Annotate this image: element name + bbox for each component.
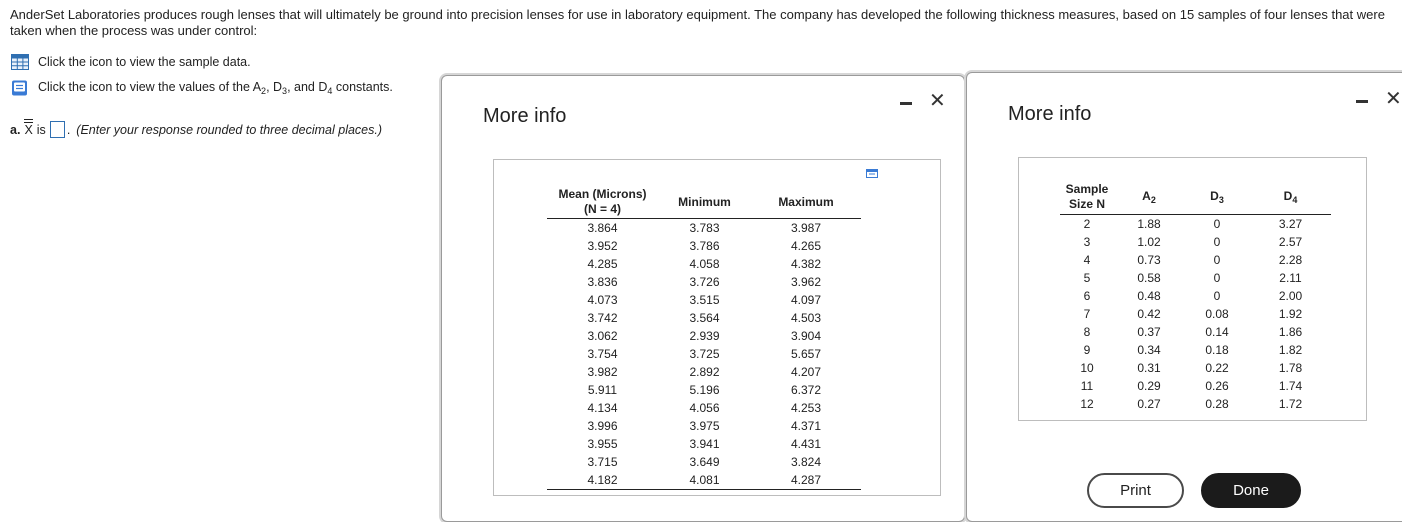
- table-cell: 4.287: [790, 473, 822, 487]
- table-cell: 0: [1213, 217, 1221, 231]
- close-icon[interactable]: ✕: [1385, 88, 1402, 110]
- minimize-icon[interactable]: [900, 102, 912, 105]
- table-cell: 2.11: [1279, 271, 1302, 285]
- table-cell: 0.26: [1205, 379, 1229, 393]
- table-cell: 0.28: [1205, 397, 1229, 411]
- table-row: [547, 237, 861, 255]
- table-cell: 6: [1083, 289, 1091, 303]
- table-cell: 3.725: [689, 347, 720, 361]
- table-cell: 3.726: [689, 275, 720, 289]
- table-cell: 1.92: [1278, 307, 1303, 321]
- copy-icon[interactable]: [866, 168, 878, 183]
- table-row: [547, 219, 861, 238]
- sample-data-table: [547, 186, 861, 490]
- sample-data-dialog: [441, 75, 965, 522]
- table-cell: 1.74: [1278, 379, 1303, 393]
- table-cell: 1.82: [1278, 343, 1303, 357]
- table-cell: 4.207: [790, 365, 822, 379]
- table-cell: 12: [1080, 397, 1094, 411]
- table-cell: 0.42: [1137, 307, 1161, 321]
- table-row: [547, 309, 861, 327]
- table-cell: 4.097: [790, 293, 822, 307]
- close-icon[interactable]: ✕: [929, 90, 946, 112]
- col-header-a2: $A_2$: [1142, 189, 1156, 205]
- table-cell: 5: [1083, 271, 1091, 285]
- table-cell: 0.08: [1205, 307, 1229, 321]
- table-row: [1060, 377, 1331, 395]
- table-cell: 11: [1080, 379, 1094, 393]
- col-header-sample-size: Sample Size N: [1065, 182, 1109, 211]
- constants-frame: [1018, 157, 1367, 421]
- table-cell: 2: [1083, 217, 1091, 231]
- table-cell: 4.081: [689, 473, 720, 487]
- table-cell: 4.134: [587, 401, 618, 415]
- done-button[interactable]: Done: [1201, 473, 1301, 508]
- table-cell: 0: [1213, 235, 1221, 249]
- book-icon[interactable]: [10, 79, 30, 97]
- table-row: [1060, 215, 1331, 234]
- col-header-d4: $D_4$: [1283, 189, 1298, 205]
- table-cell: 3.824: [790, 455, 822, 469]
- answer-period: .: [66, 122, 71, 137]
- table-cell: 3.952: [587, 239, 618, 253]
- table-cell: 5.196: [689, 383, 720, 397]
- table-row: [547, 291, 861, 309]
- table-row: [547, 273, 861, 291]
- minimize-icon[interactable]: [1356, 100, 1368, 103]
- table-cell: 3.742: [587, 311, 618, 325]
- col-header-mean: Mean (Microns) (N = 4): [558, 187, 647, 216]
- table-cell: 3.786: [689, 239, 720, 253]
- answer-input[interactable]: [50, 121, 65, 138]
- table-cell: 3.649: [689, 455, 720, 469]
- sample-data-hint-text: Click the icon to view the sample data.: [38, 55, 251, 69]
- question-is-text: is: [36, 122, 46, 137]
- sample-data-hint[interactable]: [10, 53, 251, 71]
- table-cell: 3.783: [689, 221, 720, 235]
- table-cell: 3.864: [587, 221, 618, 235]
- table-cell: 2.00: [1278, 289, 1303, 303]
- table-cell: 0.22: [1205, 361, 1229, 375]
- table-row: [1060, 251, 1331, 269]
- table-row: [547, 345, 861, 363]
- table-cell: 0.48: [1137, 289, 1161, 303]
- table-cell: 0.37: [1137, 325, 1161, 339]
- table-cell: 0.27: [1137, 397, 1161, 411]
- table-cell: 7: [1083, 307, 1091, 321]
- question-instruction: (Enter your response rounded to three decimal places.): [76, 122, 383, 137]
- table-cell: 10: [1080, 361, 1094, 375]
- problem-statement: AnderSet Laboratories produces rough lenses that will ultimately be ground into precision lenses for use in laboratory equipment. The company has developed the following thickness measures, based on 15 samples of four lenses that were taken when the process was under control:: [10, 7, 1385, 38]
- table-cell: 4.056: [689, 401, 720, 415]
- table-cell: 3: [1083, 235, 1091, 249]
- table-cell: 1.78: [1278, 361, 1303, 375]
- table-cell: 2.57: [1278, 235, 1303, 249]
- table-row: [1060, 233, 1331, 251]
- table-cell: 0.31: [1137, 361, 1161, 375]
- table-cell: 3.941: [689, 437, 720, 451]
- table-cell: 1.88: [1137, 217, 1161, 231]
- table-cell: 8: [1083, 325, 1091, 339]
- table-cell: 3.962: [790, 275, 822, 289]
- grid-table-icon[interactable]: [10, 53, 30, 71]
- table-row: [1060, 323, 1331, 341]
- table-cell: 4.253: [790, 401, 822, 415]
- table-row: [1060, 341, 1331, 359]
- table-cell: 4.182: [587, 473, 618, 487]
- table-row: [1060, 287, 1331, 305]
- table-cell: 3.987: [790, 221, 822, 235]
- table-cell: 2.892: [689, 365, 720, 379]
- x-double-bar-symbol: X: [24, 123, 32, 137]
- table-cell: 4.431: [790, 437, 822, 451]
- table-cell: 3.062: [587, 329, 618, 343]
- table-cell: 4.503: [790, 311, 822, 325]
- table-row: [547, 381, 861, 399]
- table-row: [547, 255, 861, 273]
- table-cell: 0: [1213, 253, 1221, 267]
- constants-hint-text: Click the icon to view the values of the $A_2$, $D_3$, and $D_4$ constants.: [38, 80, 393, 96]
- table-cell: 6.372: [790, 383, 822, 397]
- constants-table: [1060, 180, 1331, 413]
- table-cell: 1.72: [1278, 397, 1303, 411]
- table-cell: 4.382: [790, 257, 822, 271]
- col-header-minimum: Minimum: [678, 195, 731, 209]
- table-row: [1060, 305, 1331, 323]
- table-cell: 3.515: [689, 293, 720, 307]
- table-cell: 3.715: [587, 455, 618, 469]
- table-cell: 3.975: [689, 419, 720, 433]
- constants-hint[interactable]: [10, 79, 393, 97]
- table-row: [547, 471, 861, 490]
- table-cell: 0.18: [1205, 343, 1229, 357]
- table-cell: 4.058: [689, 257, 720, 271]
- table-cell: 1.86: [1278, 325, 1303, 339]
- constants-dialog: [966, 72, 1402, 522]
- table-row: [547, 363, 861, 381]
- col-header-d3: $D_3$: [1210, 189, 1224, 205]
- table-cell: 4: [1083, 253, 1091, 267]
- table-cell: 4.265: [790, 239, 822, 253]
- table-row: [547, 399, 861, 417]
- table-cell: 2.939: [689, 329, 720, 343]
- table-cell: 0.14: [1205, 325, 1229, 339]
- table-row: [547, 327, 861, 345]
- col-header-maximum: Maximum: [778, 195, 834, 209]
- table-cell: 3.836: [587, 275, 618, 289]
- question-label: a.: [10, 122, 21, 137]
- table-cell: 3.982: [587, 365, 618, 379]
- table-cell: 9: [1083, 343, 1091, 357]
- table-row: [1060, 359, 1331, 377]
- table-cell: 0: [1213, 271, 1221, 285]
- table-cell: 0.34: [1137, 343, 1161, 357]
- table-row: [547, 453, 861, 471]
- constants-body: [1060, 215, 1331, 414]
- table-cell: 5.911: [587, 383, 618, 397]
- table-cell: 3.955: [587, 437, 618, 451]
- table-row: [1060, 269, 1331, 287]
- table-row: [547, 417, 861, 435]
- table-cell: 0.73: [1137, 253, 1161, 267]
- question-a: [10, 121, 382, 138]
- table-cell: 3.564: [689, 311, 720, 325]
- table-row: [547, 435, 861, 453]
- table-cell: 2.28: [1278, 253, 1303, 267]
- print-button[interactable]: Print: [1087, 473, 1184, 508]
- sample-data-frame: [493, 159, 941, 496]
- table-cell: 4.285: [587, 257, 618, 271]
- table-cell: 4.371: [790, 419, 822, 433]
- dialog-title: More info: [1008, 103, 1092, 125]
- table-cell: 0.29: [1137, 379, 1161, 393]
- sample-data-body: [547, 219, 861, 490]
- table-cell: 3.996: [587, 419, 618, 433]
- table-cell: 0.58: [1137, 271, 1161, 285]
- table-row: [1060, 395, 1331, 413]
- table-cell: 5.657: [790, 347, 822, 361]
- table-cell: 3.754: [587, 347, 618, 361]
- table-cell: 0: [1213, 289, 1221, 303]
- table-cell: 4.073: [587, 293, 618, 307]
- table-cell: 3.904: [790, 329, 822, 343]
- dialog-title: More info: [483, 105, 567, 127]
- table-cell: 1.02: [1137, 235, 1161, 249]
- table-cell: 3.27: [1278, 217, 1303, 231]
